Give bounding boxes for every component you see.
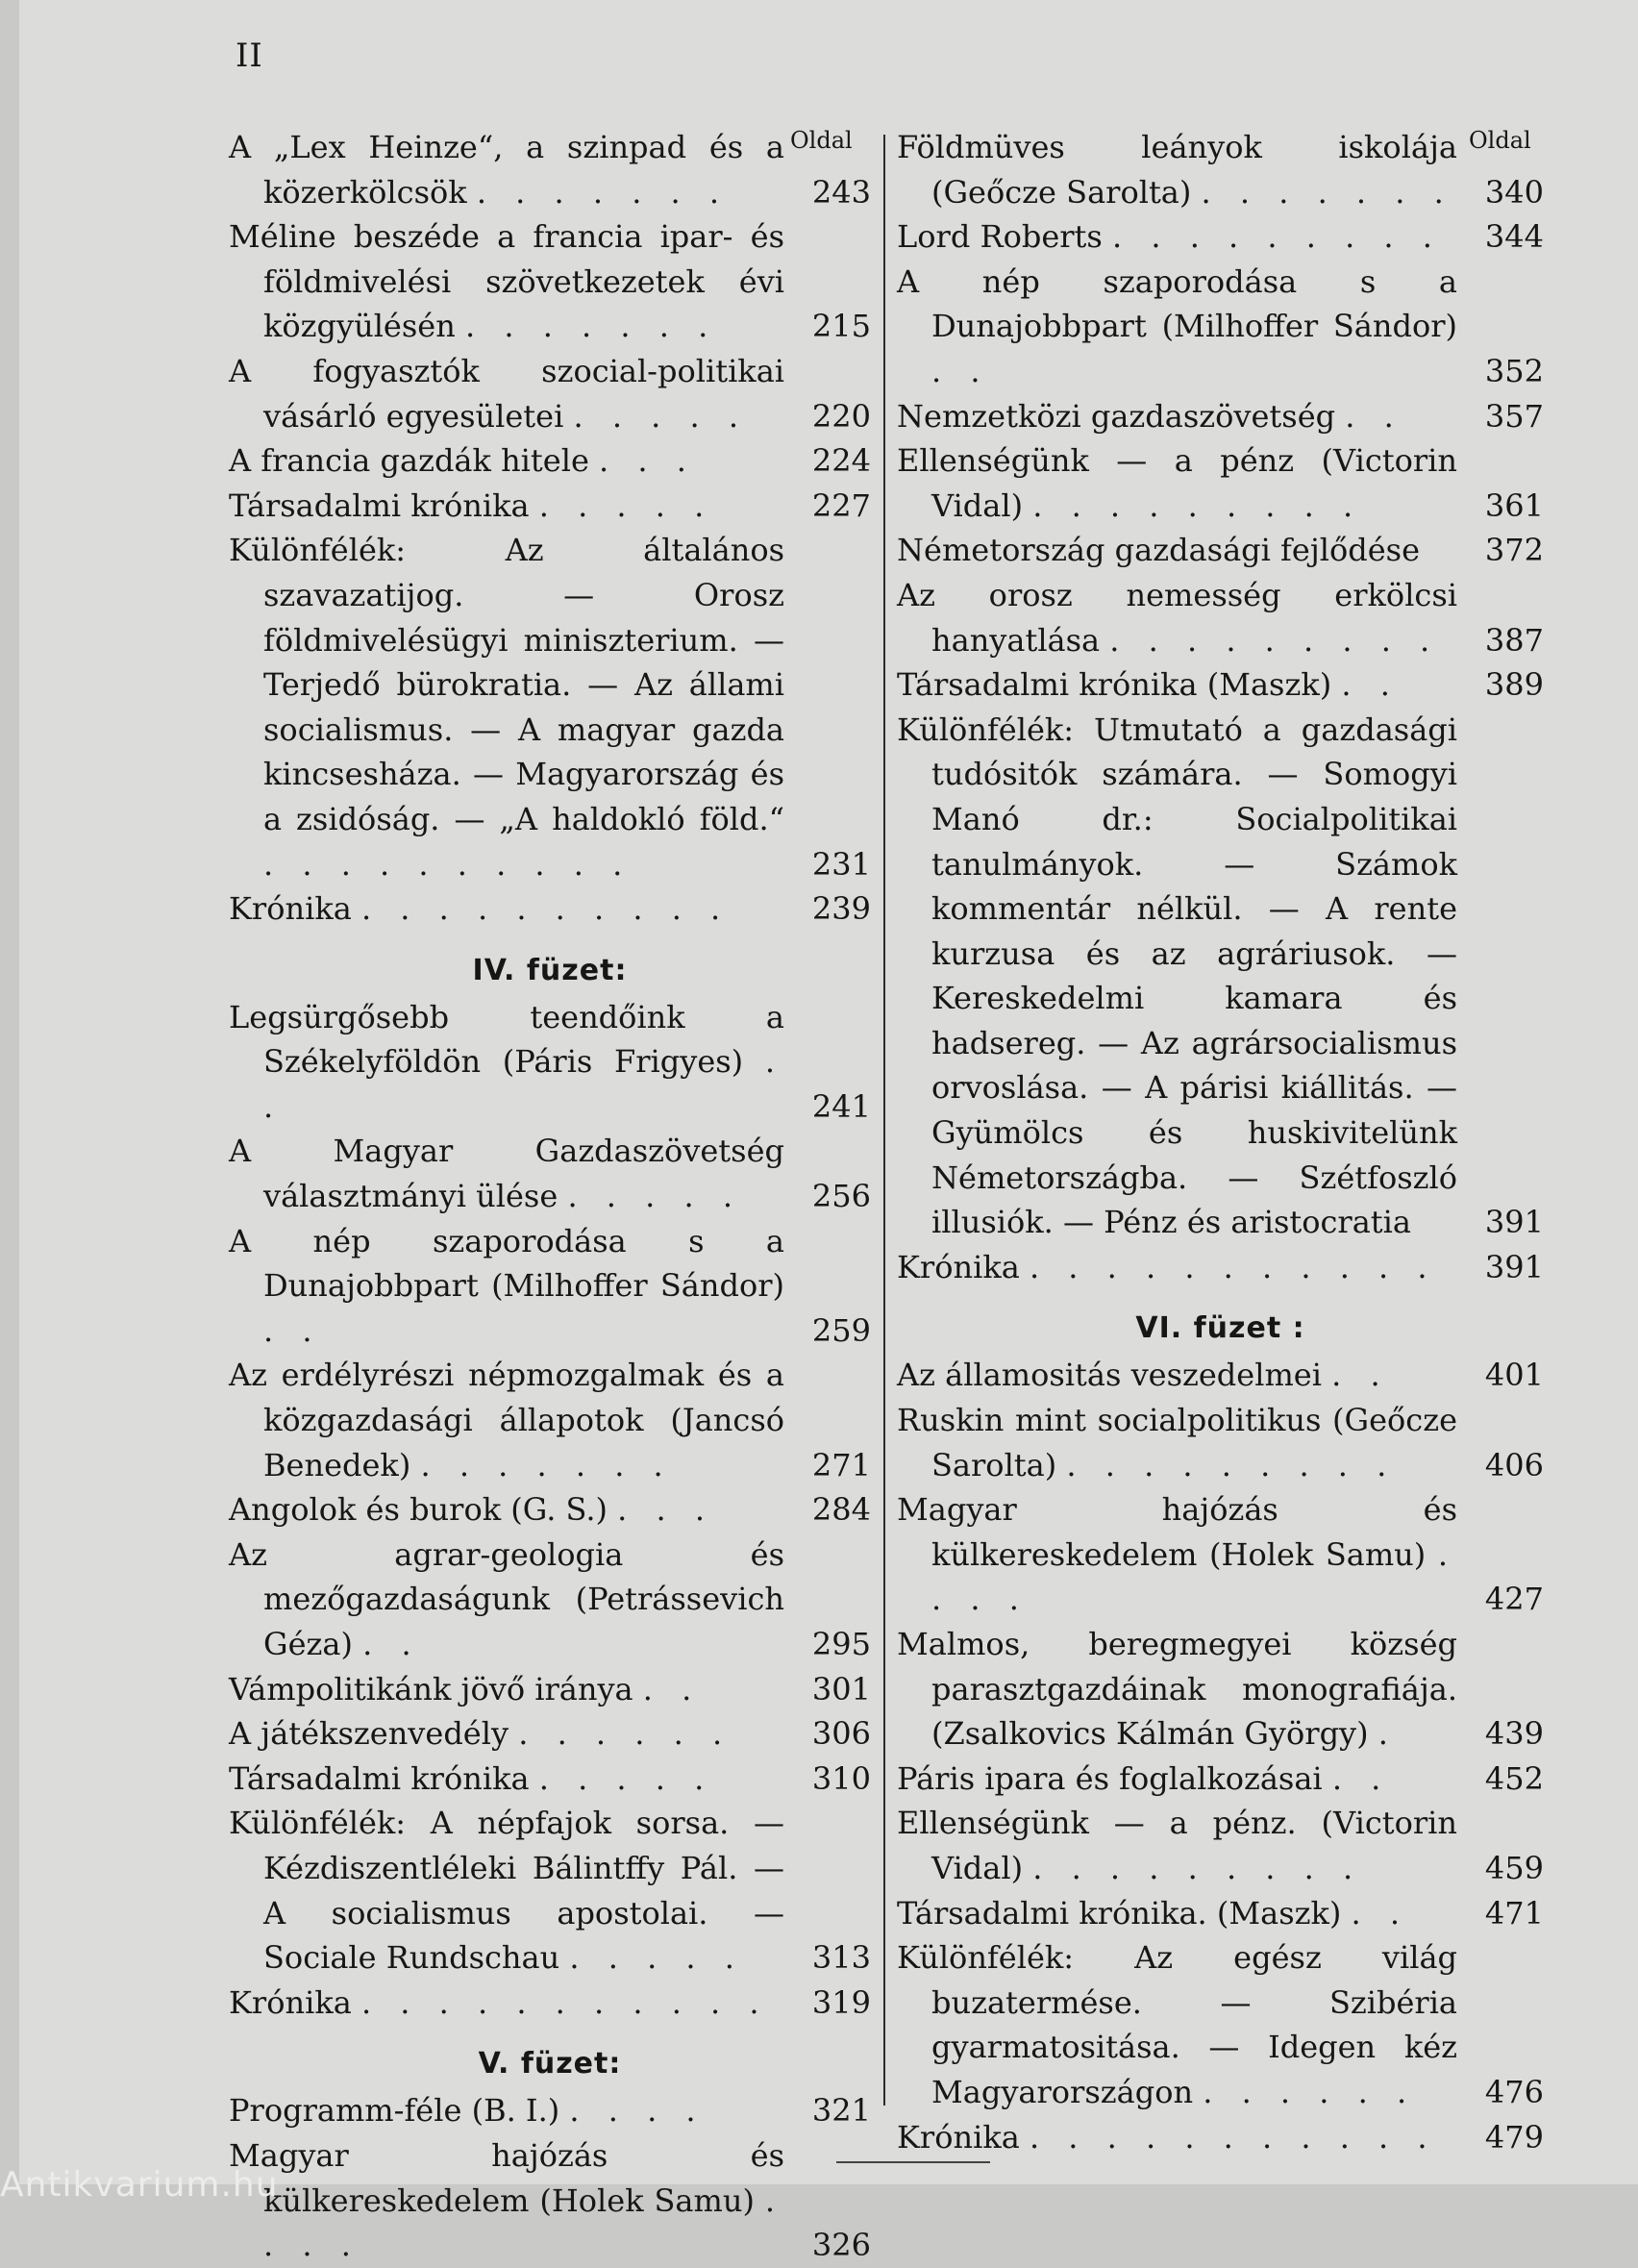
entry-title: Krónika (897, 1248, 1020, 1285)
leader-dots: . . . . . . . . . . (263, 845, 633, 883)
leader-dots: . . . . . . . (465, 308, 718, 345)
entry-page: 231 (811, 845, 871, 883)
toc-entry (897, 1757, 1544, 1802)
entry-title: Földmüves leányok iskolája (Geőcze Sarolta) (897, 129, 1457, 211)
entry-page: 220 (811, 397, 871, 435)
entry-page: 391 (1484, 1248, 1544, 1285)
entry-title: Krónika (229, 1983, 352, 2021)
toc-entry (897, 214, 1544, 260)
entry-title: Különfélék: Az egész világ buzatermése. — Szibéria gyarmatositása. — Idegen kéz Magyarországon (897, 1939, 1457, 2110)
toc-entry (897, 1801, 1544, 1890)
entry-title: Ellenségünk — a pénz (Victorin Vidal) (897, 442, 1457, 524)
leader-dots: . . . . (263, 2181, 785, 2264)
entry-page: 357 (1484, 397, 1544, 435)
entry-page: 439 (1484, 1715, 1544, 1753)
entry-page: 310 (811, 1759, 871, 1797)
toc-entry (897, 662, 1544, 708)
entry-page: 459 (1484, 1849, 1544, 1886)
entry-title: Lord Roberts (897, 218, 1103, 256)
section-heading-iv: IV. füzet: (472, 953, 628, 987)
toc-entry (897, 438, 1544, 528)
leader-dots: . . . . . . . (420, 1446, 673, 1483)
toc-list (229, 2088, 871, 2267)
toc-entry (229, 1981, 871, 2026)
entry-page: 319 (811, 1983, 871, 2021)
toc-entry (897, 573, 1544, 662)
leader-dots: . (1377, 1715, 1398, 1753)
toc-entry (897, 528, 1544, 573)
toc-entry (229, 1487, 871, 1533)
toc-entry (229, 1801, 871, 1980)
leader-dots: . . . (599, 442, 696, 480)
entry-page: 227 (811, 486, 871, 524)
entry-title: Különfélék: A népfajok sorsa. — Kézdiszentléleki Bálintffy Pál. — A socialismus apostolai. — Sociale Rundschau (229, 1805, 784, 1977)
toc-entry (229, 484, 871, 529)
entry-page: 476 (1484, 2073, 1544, 2110)
entry-title: Magyar hajózás és külkereskedelem (Holek Samu) (229, 2136, 784, 2219)
entry-page: 326 (811, 2227, 871, 2264)
entry-page: 224 (811, 442, 871, 480)
leader-dots: . . . . . (538, 1759, 714, 1797)
toc-entry (897, 1353, 1544, 1398)
entry-title: Krónika (897, 2118, 1020, 2156)
leader-dots: . . . . . (538, 486, 714, 524)
toc-entry (229, 2088, 871, 2133)
entry-page: 241 (811, 1087, 871, 1125)
section-heading-vi: VI. füzet : (1135, 1311, 1305, 1346)
entry-title: Az agrar-geologia és mezőgazdaságunk (Petrássevich Géza) (229, 1535, 784, 1662)
entry-page: 259 (811, 1311, 871, 1349)
entry-title: Társadalmi krónika (229, 486, 530, 524)
leader-dots: . . . . (931, 1535, 1457, 1618)
leader-dots: . . . . . . . (1201, 173, 1453, 211)
leader-dots: . . . . . . . . . (1109, 621, 1440, 659)
leader-dots: . . . . . . . (476, 173, 730, 211)
leader-dots: . . . . . . . . . (1032, 486, 1363, 524)
toc-entry (229, 349, 871, 438)
entry-page: 239 (811, 890, 871, 928)
entry-page: 295 (811, 1626, 871, 1662)
entry-page: 215 (811, 308, 871, 345)
entry-title: A nép szaporodása s a Dunajobbpart (Milhoffer Sándor) (229, 1222, 784, 1305)
entry-page: 387 (1484, 621, 1544, 659)
entry-page: 391 (1484, 1204, 1544, 1241)
entry-title: Legsürgősebb teendőink a Székelyföldön (Páris Frigyes) (229, 998, 784, 1081)
leader-dots: . . . . . . . . . (1066, 1446, 1397, 1483)
entry-page: 301 (811, 1670, 871, 1707)
toc-list (229, 995, 871, 2026)
entry-title: A fogyasztók szocial-politikai vásárló egyesületei (229, 352, 784, 435)
leader-dots: . . (1331, 1357, 1390, 1394)
leader-dots: . . (1345, 397, 1403, 435)
entry-title: Malmos, beregmegyei község parasztgazdáinak monografiája. (Zsalkovics Kálmán György) (897, 1626, 1457, 1753)
leader-dots: . . . . . . . . . . . (1029, 2118, 1437, 2156)
right-column-page-header: Oldal (1469, 127, 1531, 154)
entry-page: 306 (811, 1715, 871, 1753)
entry-page: 313 (811, 1939, 871, 1977)
toc-entry (897, 1398, 1544, 1487)
toc-entry (229, 1667, 871, 1712)
entry-title: Ellenségünk — a pénz. (Victorin Vidal) (897, 1805, 1457, 1886)
entry-title: Magyar hajózás és külkereskedelem (Holek Samu) (897, 1491, 1457, 1573)
entry-page: 321 (811, 2092, 871, 2130)
toc-entry (229, 1711, 871, 1757)
toc-entry (229, 214, 871, 349)
entry-title: Az államositás veszedelmei (897, 1357, 1322, 1394)
entry-page: 406 (1484, 1446, 1544, 1483)
left-column (229, 125, 871, 2268)
entry-title: Különfélék: Utmutató a gazdasági tudósitók számára. — Somogyi Manó dr.: Socialpolitikai tanulmányok. — Számok kommentár nélkül. — A rente kurzusa és az agráriusok. — Kereskedelmi kamara és hadsereg. — Az agrársocialismus orvoslása. — A párisi kiállitás. — Gyümölcs és huskivitelünk Németországba. — Szétfoszló illusiók. — Pénz és aristocratia (897, 710, 1457, 1241)
entry-title: A Magyar Gazdaszövetség választmányi ülése (229, 1133, 784, 1215)
entry-title: Társadalmi krónika (229, 1759, 530, 1797)
toc-entry (229, 2133, 871, 2268)
leader-dots: . . . . . (569, 1939, 744, 1977)
toc-entry (229, 1129, 871, 1218)
toc-entry (229, 1533, 871, 1667)
toc-entry (229, 438, 871, 484)
footer-rule (836, 2161, 990, 2163)
entry-page: 271 (811, 1446, 871, 1483)
toc-entry (229, 1219, 871, 1354)
entry-title: Méline beszéde a francia ipar- és földmivelési szövetkezetek évi közgyülésén (229, 218, 784, 345)
entry-title: Társadalmi krónika. (Maszk) (897, 1894, 1342, 1932)
entry-page: 372 (1484, 532, 1544, 569)
entry-title: Krónika (229, 890, 352, 928)
entry-title: Társadalmi krónika (Maszk) (897, 666, 1332, 704)
toc-list (229, 125, 871, 932)
entry-title: Programm-féle (B. I.) (229, 2092, 560, 2130)
leader-dots: . . (1351, 1894, 1410, 1932)
entry-title: Az erdélyrészi népmozgalmak és a közgazdasági állapotok (Jancsó Benedek) (229, 1357, 784, 1483)
left-column-page-header: Oldal (790, 127, 853, 154)
leader-dots: . . . . . (573, 397, 749, 435)
leader-dots: . . . . . . (518, 1715, 732, 1753)
entry-title: Az orosz nemesség erkölcsi hanyatlása (897, 576, 1457, 659)
leader-dots: . . (362, 1626, 421, 1662)
toc-entry (229, 125, 871, 214)
entry-title: Vámpolitikánk jövő iránya (229, 1670, 633, 1707)
toc-list (897, 1353, 1544, 2159)
entry-page: 471 (1484, 1894, 1544, 1932)
column-divider (883, 135, 885, 2106)
toc-entry (897, 1487, 1544, 1622)
toc-entry (897, 1622, 1544, 1757)
entry-page: 243 (811, 173, 871, 211)
toc-entry (229, 528, 871, 886)
entry-title: Angolok és burok (G. S.) (229, 1491, 608, 1529)
leader-dots: . . (263, 1311, 322, 1349)
watermark: Antikvarium.hu (0, 2165, 279, 2205)
toc-entry (229, 1353, 871, 1487)
leader-dots: . . (642, 1670, 702, 1707)
leader-dots: . . . . . . . . . (1032, 1849, 1363, 1886)
leader-dots: . . . . . . . . . (1112, 218, 1442, 256)
leader-dots: . . . . . . . . . . (360, 890, 731, 928)
entry-title: Németország gazdasági fejlődése (897, 532, 1421, 569)
section-heading-v: V. füzet: (478, 2047, 622, 2081)
entry-title: Páris ipara és foglalkozásai (897, 1759, 1323, 1797)
entry-title: Ruskin mint socialpolitikus (Geőcze Sarolta) (897, 1402, 1457, 1483)
toc-entry (897, 1245, 1544, 1290)
leader-dots: . . . . . . (1203, 2073, 1417, 2110)
entry-title: Különfélék: Az általános szavazatijog. — Orosz földmivelésügyi miniszterium. — Terjedő bürokratia. — Az állami socialismus. — A magyar gazda kincsesháza. — Magyarország és a zsidóság. — „A haldokló föld.“ (229, 532, 784, 837)
entry-page: 284 (811, 1491, 871, 1529)
entry-page: 452 (1484, 1759, 1544, 1797)
toc-entry (897, 1935, 1544, 2114)
toc-entry (897, 1891, 1544, 1936)
leader-dots: . . (1331, 1759, 1391, 1797)
entry-page: 479 (1484, 2118, 1544, 2156)
toc-entry (897, 708, 1544, 1245)
leader-dots: . . (931, 352, 990, 389)
entry-page: 256 (811, 1178, 871, 1215)
leader-dots: . . (1341, 666, 1400, 704)
entry-page: 344 (1484, 218, 1544, 256)
toc-entry (229, 1757, 871, 1802)
entry-title: A nép szaporodása s a Dunajobbpart (Milhoffer Sándor) (897, 262, 1457, 345)
entry-page: 361 (1484, 486, 1544, 524)
toc-entry (897, 394, 1544, 439)
toc-entry (897, 125, 1544, 214)
toc-entry (897, 260, 1544, 394)
toc-entry (229, 886, 871, 932)
entry-page: 352 (1484, 352, 1544, 389)
entry-page: 389 (1484, 666, 1544, 704)
toc-entry (897, 2115, 1544, 2160)
entry-title: Nemzetközi gazdaszövetség (897, 397, 1336, 435)
leader-dots: . . . . . . . . . . . (360, 1983, 769, 2021)
right-column (897, 125, 1544, 2159)
leader-dots: . . . (617, 1491, 714, 1529)
toc-entry (229, 995, 871, 1130)
leader-dots: . . (263, 1043, 784, 1125)
entry-title: A játékszenvedély (229, 1715, 509, 1753)
leader-dots: . . . . . (567, 1178, 742, 1215)
entry-page: 401 (1484, 1357, 1544, 1394)
page-number: II (236, 37, 263, 75)
entry-page: 340 (1484, 173, 1544, 211)
leader-dots: . . . . . . . . . . . (1029, 1248, 1437, 1285)
entry-title: A francia gazdák hitele (229, 442, 589, 480)
entry-page: 427 (1484, 1581, 1544, 1618)
toc-list (897, 125, 1544, 1289)
leader-dots: . . . . (569, 2092, 706, 2130)
entry-title: A „Lex Heinze“, a szinpad és a közerkölcsök (229, 129, 784, 211)
